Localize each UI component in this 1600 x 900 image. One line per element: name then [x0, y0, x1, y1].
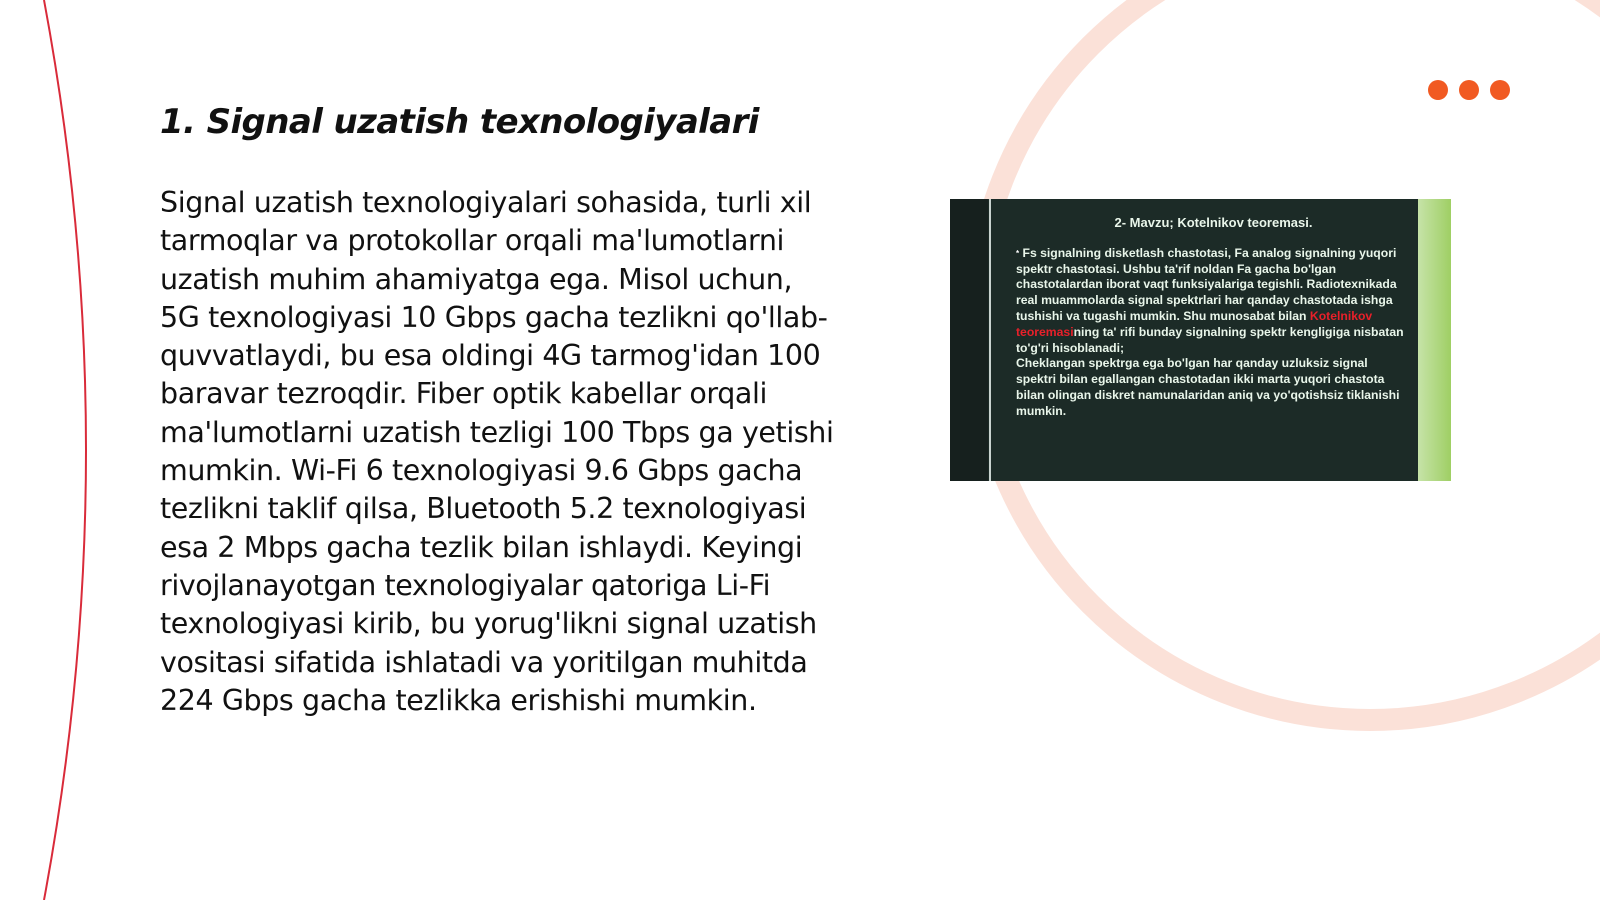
- embedded-bullet-mark: *: [1016, 248, 1020, 258]
- three-dots-icon: [1428, 80, 1510, 100]
- embedded-paragraph-1-end: ning ta' rifi bunday signalning spektr kengligiga nisbatan to'g'ri hisoblanadi;: [1016, 324, 1404, 355]
- embedded-paragraph-2: Cheklangan spektrga ega bo'lgan har qanday uzluksiz signal spektri bilan egallangan chastotadan ikki marta yuqori chastota bilan olingan diskret namunalaridan aniq va yo'qotishsiz tiklanishi mumkin.: [1016, 356, 1400, 418]
- embedded-right-rail: [1418, 199, 1451, 481]
- slide-title: 1. Signal uzatish texnologiyalari: [160, 102, 759, 142]
- embedded-left-rail: [950, 199, 988, 481]
- embedded-paragraph-1: [1016, 246, 1411, 357]
- embedded-highlighted-term: Kotelnikov teoremasi: [1016, 308, 1373, 339]
- embedded-slide-image: [950, 199, 1451, 481]
- embedded-paragraph-1-start: Fs signalning disketlash chastotasi, Fa analog signalning yuqori spektr chastotasi. Ushbu ta'rif noldan Fa gacha bo'lgan chastotalardan iborat vaqt funksiyalariga tegishli. Radiotexnikada real muammolarda signal spektrlari har qanday chastotada ishga tushishi va tugashi mumkin. Shu munosabat bilan: [1016, 245, 1397, 323]
- left-red-curve: [44, 0, 86, 900]
- slide-body-text: Signal uzatish texnologiyalari sohasida, turli xil tarmoqlar va protokollar orqali ma'lumotlarni uzatish muhim ahamiyatga ega. Misol uchun, 5G texnologiyasi 10 Gbps gacha tezlikni qo'llab-quvvatlaydi, bu esa oldingi 4G tarmog'idan 100 baravar tezroqdir. Fiber optik kabellar orqali ma'lumotlarni uzatish tezligi 100 Tbps ga yetishi mumkin. Wi-Fi 6 texnologiyasi 9.6 Gbps gacha tezlikni taklif qilsa, Bluetooth 5.2 texnologiyasi esa 2 Mbps gacha tezlik bilan ishlaydi. Keyingi rivojlanayotgan texnologiyalar qatoriga Li-Fi texnologiyasi kirib, bu yorug'likni signal uzatish vositasi sifatida ishlatadi va yoritilgan muhitda 224 Gbps gacha tezlikka erishishi mumkin.: [160, 186, 834, 717]
- embedded-title: 2- Mavzu; Kotelnikov teoremasi.: [1114, 215, 1313, 230]
- dot: [1490, 80, 1510, 100]
- embedded-text-block: [1016, 215, 1411, 420]
- dot: [1459, 80, 1479, 100]
- embedded-divider-line: [989, 199, 991, 481]
- dot: [1428, 80, 1448, 100]
